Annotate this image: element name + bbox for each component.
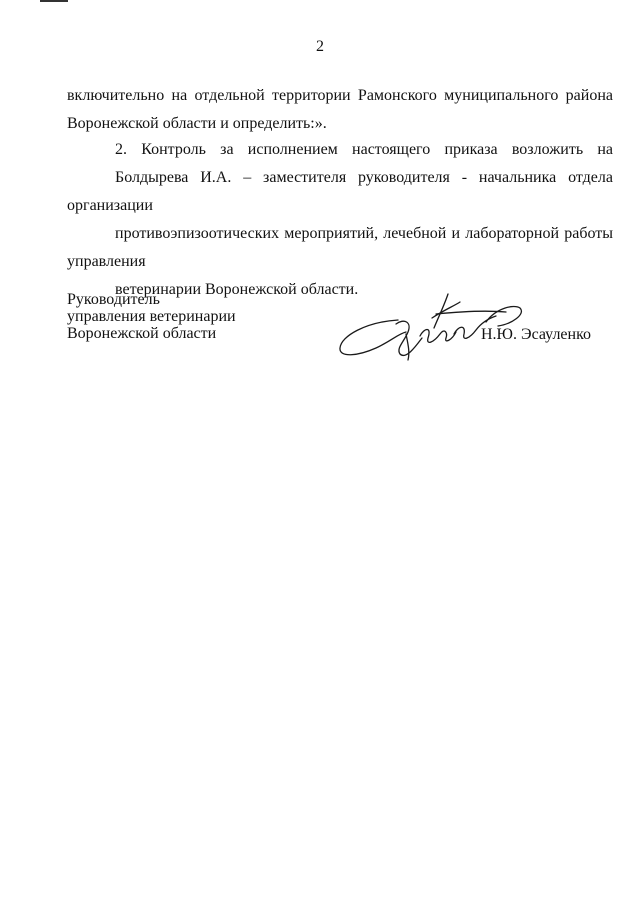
paragraph-continuation — [67, 82, 613, 138]
signatory-title-line: Руководитель — [67, 291, 160, 308]
paragraph-line: 2. Контроль за исполнением настоящего приказа возложить на — [115, 141, 613, 158]
paragraph-line: включительно на отдельной территории Рамонского муниципального района — [67, 87, 613, 104]
paragraph-item-2 — [67, 136, 613, 304]
paragraph-line: Воронежской области и определить:». — [67, 115, 327, 132]
paragraph-line: ветеринарии Воронежской области. — [115, 281, 359, 298]
paragraph-line: противоэпизоотических мероприятий, лечебной и лабораторной работы управления — [67, 225, 613, 270]
signatory-title-line: Воронежской области — [67, 325, 217, 342]
signatory-title-line: управления ветеринарии — [67, 308, 236, 325]
page-number: 2 — [316, 38, 324, 55]
paragraph-line: Болдырева И.А. – заместителя руководителя - начальника отдела организации — [67, 169, 613, 214]
signatory-title — [67, 291, 236, 342]
scan-artifact — [40, 0, 68, 2]
signer-name: Н.Ю. Эсауленко — [481, 326, 592, 343]
